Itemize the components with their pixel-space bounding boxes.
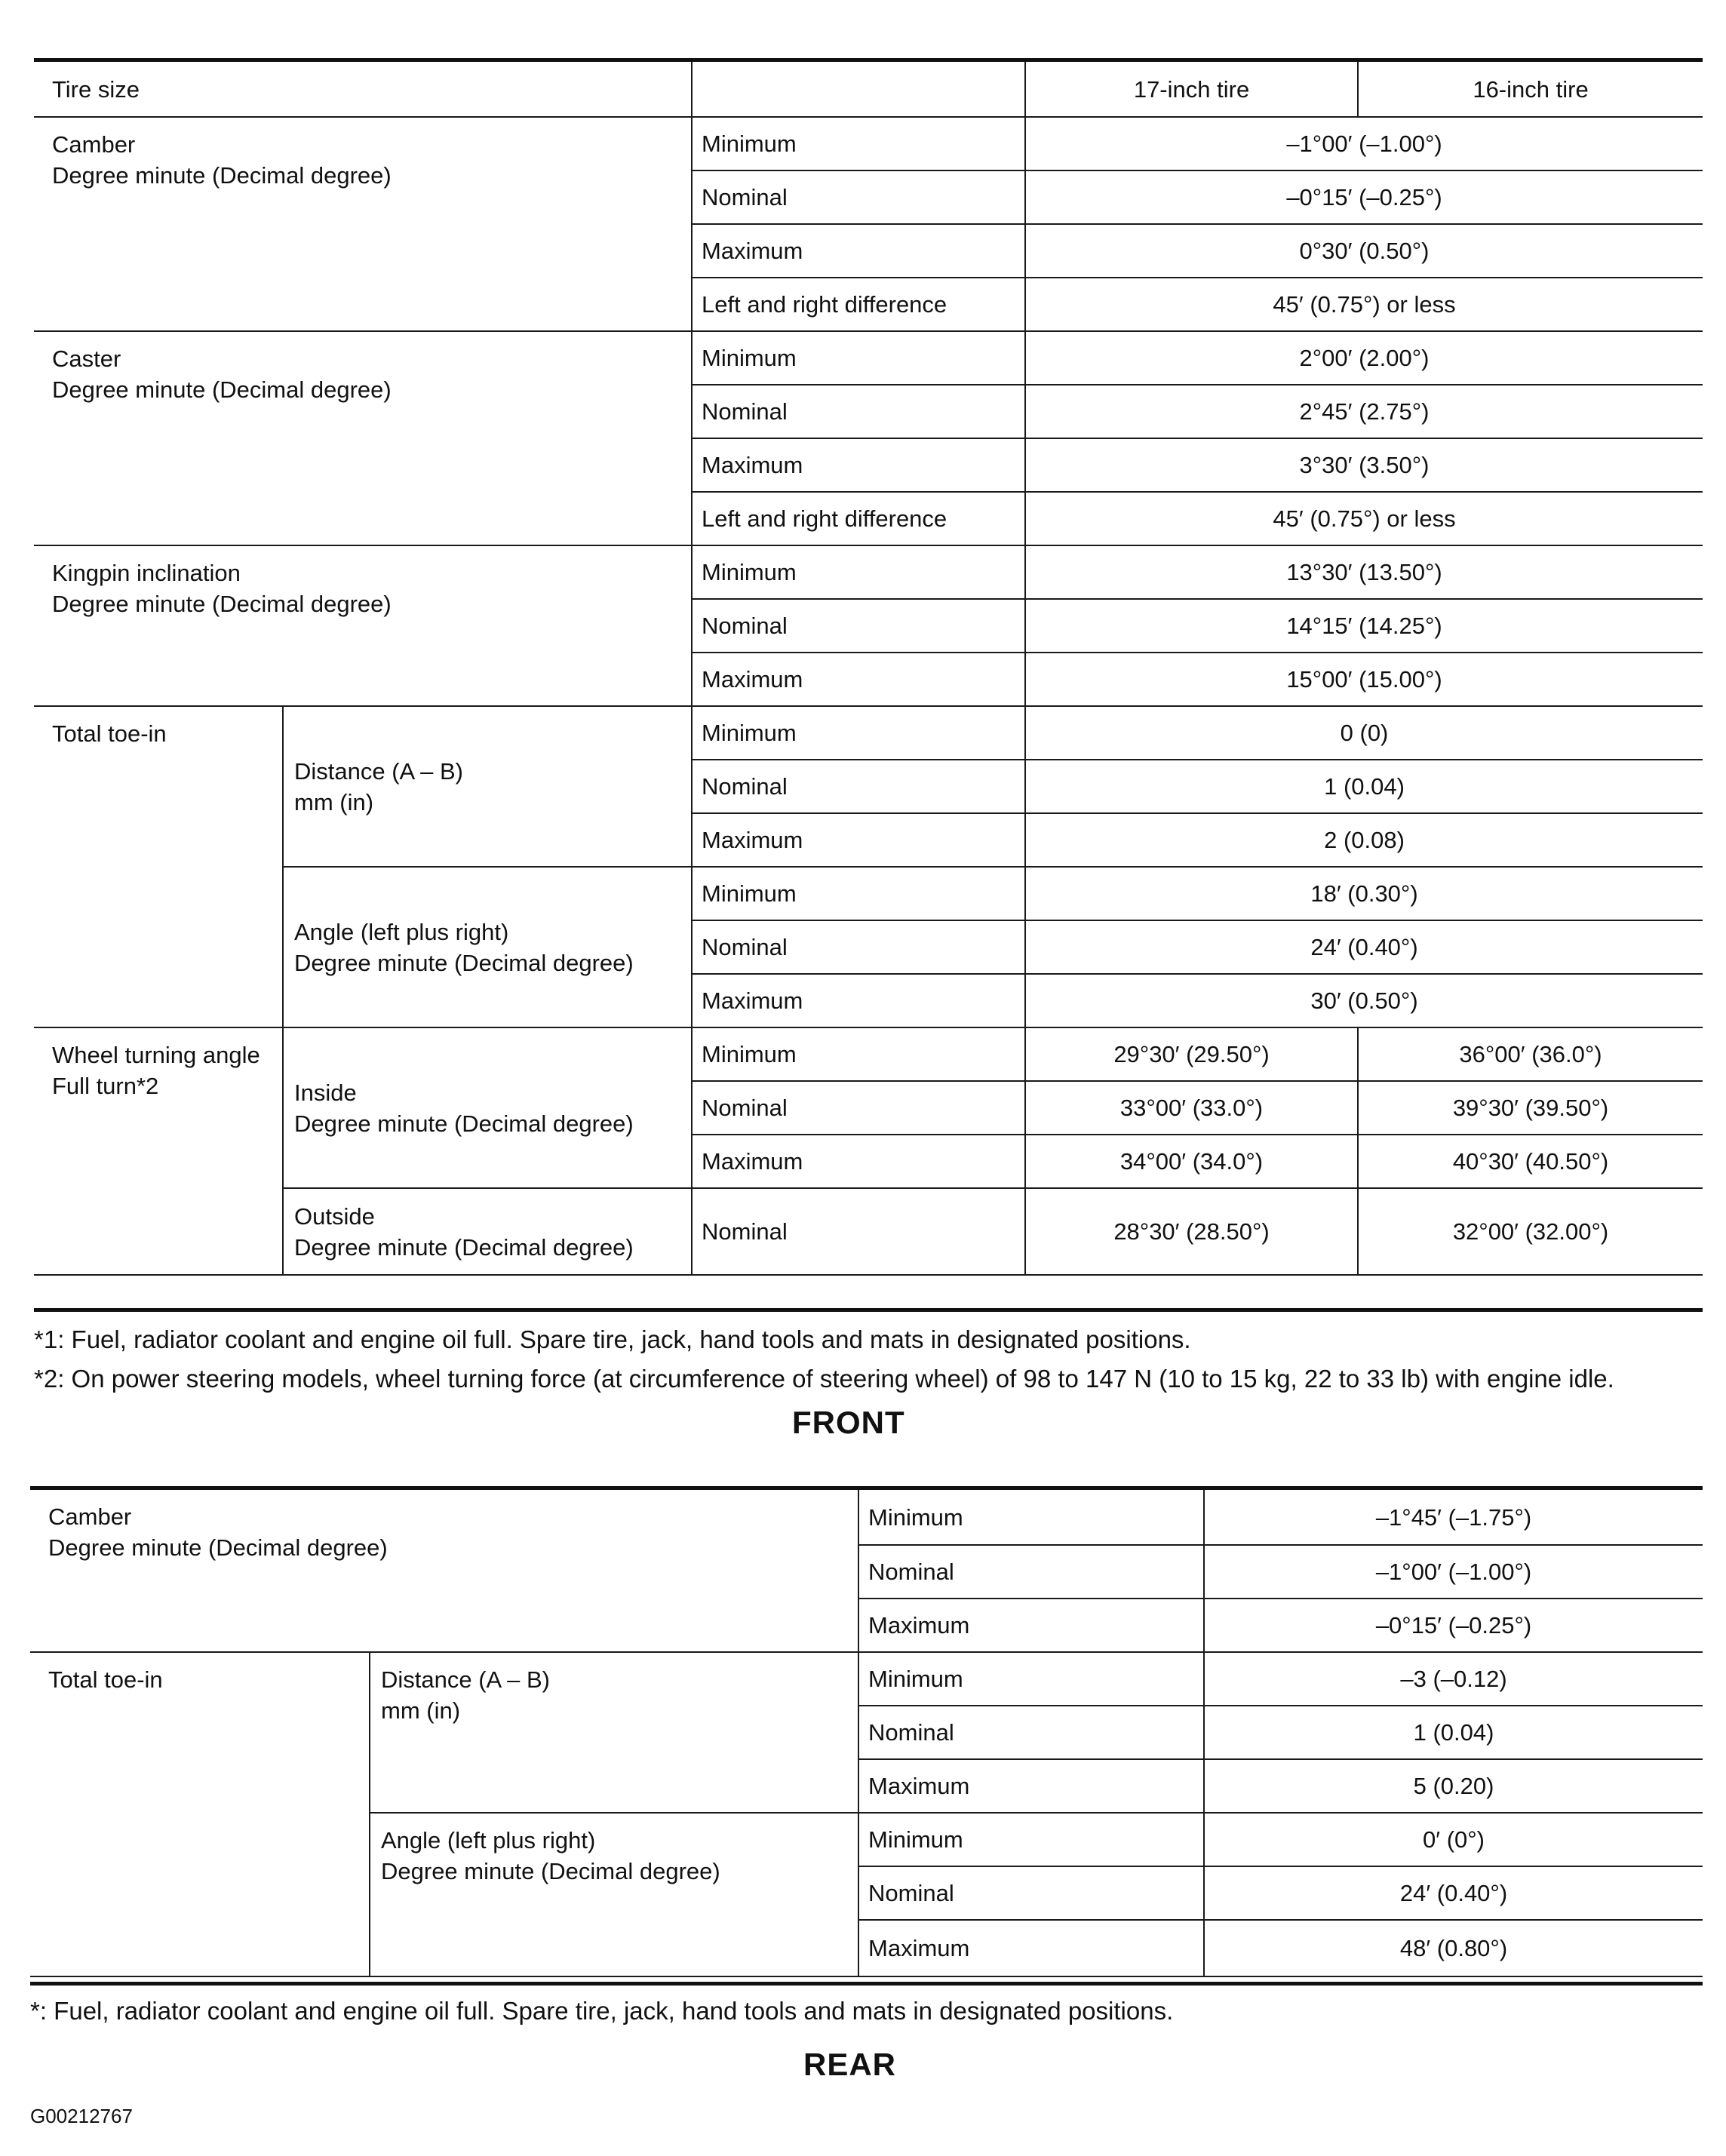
- row-value: –0°15′ (–0.25°): [1204, 1599, 1703, 1652]
- row-value: 45′ (0.75°) or less: [1025, 492, 1703, 545]
- row-value: –0°15′ (–0.25°): [1025, 170, 1703, 224]
- row-label: Minimum: [858, 1813, 1204, 1866]
- table-row: [34, 331, 1703, 385]
- rear-toe-label: Total toe-in: [30, 1652, 370, 1976]
- row-label: Maximum: [692, 224, 1025, 278]
- table-row: [34, 1188, 1703, 1275]
- row-value-17: 34°00′ (34.0°): [1025, 1135, 1358, 1188]
- row-label: Minimum: [692, 867, 1025, 920]
- row-value-17: 29°30′ (29.50°): [1025, 1027, 1358, 1081]
- row-label: Nominal: [692, 760, 1025, 813]
- row-value: 1 (0.04): [1025, 760, 1703, 813]
- front-caption: FRONT: [792, 1405, 905, 1440]
- table-row: [34, 545, 1703, 599]
- row-label: Maximum: [692, 653, 1025, 706]
- header-row: [34, 62, 1703, 117]
- row-label: Minimum: [858, 1652, 1204, 1706]
- row-label: Maximum: [692, 813, 1025, 867]
- rear-camber-label: Camber Degree minute (Decimal degree): [30, 1490, 858, 1652]
- row-label: Minimum: [692, 1027, 1025, 1081]
- front-toe-distance-label: Distance (A – B) mm (in): [283, 706, 692, 867]
- row-value: 24′ (0.40°): [1204, 1866, 1703, 1920]
- front-toe-label: Total toe-in: [34, 706, 283, 1027]
- table-row: [30, 1490, 1703, 1545]
- front-table-bottom-rule: [34, 1308, 1703, 1312]
- front-kingpin-label: Kingpin inclination Degree minute (Decimal degree): [34, 545, 692, 706]
- row-value: 48′ (0.80°): [1204, 1920, 1703, 1976]
- row-label: Minimum: [692, 117, 1025, 170]
- row-value-17: 28°30′ (28.50°): [1025, 1188, 1358, 1275]
- rear-footnote: *: Fuel, radiator coolant and engine oil full. Spare tire, jack, hand tools and mats in designated positions.: [30, 1997, 1174, 2025]
- header-blank: [692, 62, 1025, 117]
- row-value: –1°00′ (–1.00°): [1025, 117, 1703, 170]
- row-value: 0°30′ (0.50°): [1025, 224, 1703, 278]
- table-row: [34, 867, 1703, 920]
- row-label: Nominal: [692, 385, 1025, 438]
- row-label: Maximum: [692, 438, 1025, 492]
- row-label: Maximum: [858, 1599, 1204, 1652]
- row-label: Left and right difference: [692, 492, 1025, 545]
- row-value: 1 (0.04): [1204, 1706, 1703, 1759]
- row-label: Nominal: [692, 920, 1025, 974]
- row-label: Nominal: [858, 1706, 1204, 1759]
- row-label: Nominal: [692, 170, 1025, 224]
- row-value: 30′ (0.50°): [1025, 974, 1703, 1027]
- front-footnote-2: *2: On power steering models, wheel turning force (at circumference of steering wheel) of 98 to 147 N (10 to 15 kg, 22 to 33 lb) with engine idle.: [34, 1365, 1614, 1393]
- table-row: [30, 1652, 1703, 1706]
- header-17-inch: 17-inch tire: [1025, 62, 1358, 117]
- row-label: Nominal: [858, 1866, 1204, 1920]
- header-tire-size: Tire size: [34, 62, 692, 117]
- rear-toe-angle-label: Angle (left plus right) Degree minute (Decimal degree): [370, 1813, 858, 1976]
- row-value-16: 40°30′ (40.50°): [1358, 1135, 1703, 1188]
- figure-id: G00212767: [30, 2105, 133, 2127]
- rear-table-bottom-rule: [30, 1982, 1703, 1986]
- row-label: Maximum: [692, 1135, 1025, 1188]
- front-wheel-inside-label: Inside Degree minute (Decimal degree): [283, 1027, 692, 1188]
- row-value: 18′ (0.30°): [1025, 867, 1703, 920]
- row-label: Nominal: [692, 1081, 1025, 1135]
- row-label: Left and right difference: [692, 278, 1025, 331]
- front-alignment-table: [34, 62, 1703, 1276]
- front-toe-angle-label: Angle (left plus right) Degree minute (Decimal degree): [283, 867, 692, 1027]
- row-label: Nominal: [692, 1188, 1025, 1275]
- row-value: 0 (0): [1025, 706, 1703, 760]
- row-value: 0′ (0°): [1204, 1813, 1703, 1866]
- row-value-17: 33°00′ (33.0°): [1025, 1081, 1358, 1135]
- row-value: 24′ (0.40°): [1025, 920, 1703, 974]
- row-value: –3 (–0.12): [1204, 1652, 1703, 1706]
- row-value: 15°00′ (15.00°): [1025, 653, 1703, 706]
- rear-toe-distance-label: Distance (A – B) mm (in): [370, 1652, 858, 1813]
- front-wheel-turning-label: Wheel turning angle Full turn*2: [34, 1027, 283, 1275]
- table-row: [34, 706, 1703, 760]
- header-16-inch: 16-inch tire: [1358, 62, 1703, 117]
- row-value: 45′ (0.75°) or less: [1025, 278, 1703, 331]
- table-row: [34, 1027, 1703, 1081]
- row-label: Nominal: [692, 599, 1025, 653]
- row-label: Minimum: [858, 1490, 1204, 1545]
- row-label: Maximum: [692, 974, 1025, 1027]
- front-wheel-outside-label: Outside Degree minute (Decimal degree): [283, 1188, 692, 1275]
- row-label: Minimum: [692, 706, 1025, 760]
- row-value-16: 32°00′ (32.00°): [1358, 1188, 1703, 1275]
- row-value-16: 39°30′ (39.50°): [1358, 1081, 1703, 1135]
- rear-alignment-table: [30, 1490, 1703, 1977]
- row-value: 2 (0.08): [1025, 813, 1703, 867]
- row-label: Minimum: [692, 545, 1025, 599]
- row-value: 5 (0.20): [1204, 1759, 1703, 1813]
- row-value: 3°30′ (3.50°): [1025, 438, 1703, 492]
- row-label: Maximum: [858, 1920, 1204, 1976]
- front-footnote-1: *1: Fuel, radiator coolant and engine oil full. Spare tire, jack, hand tools and mats in designated positions.: [34, 1325, 1191, 1353]
- front-camber-label: Camber Degree minute (Decimal degree): [34, 117, 692, 331]
- row-value: –1°00′ (–1.00°): [1204, 1545, 1703, 1599]
- row-value: 13°30′ (13.50°): [1025, 545, 1703, 599]
- row-value-16: 36°00′ (36.0°): [1358, 1027, 1703, 1081]
- front-caster-label: Caster Degree minute (Decimal degree): [34, 331, 692, 545]
- rear-caption: REAR: [803, 2047, 897, 2082]
- row-value: 14°15′ (14.25°): [1025, 599, 1703, 653]
- row-value: 2°45′ (2.75°): [1025, 385, 1703, 438]
- row-label: Minimum: [692, 331, 1025, 385]
- table-row: [34, 117, 1703, 170]
- row-label: Maximum: [858, 1759, 1204, 1813]
- row-value: 2°00′ (2.00°): [1025, 331, 1703, 385]
- row-value: –1°45′ (–1.75°): [1204, 1490, 1703, 1545]
- row-label: Nominal: [858, 1545, 1204, 1599]
